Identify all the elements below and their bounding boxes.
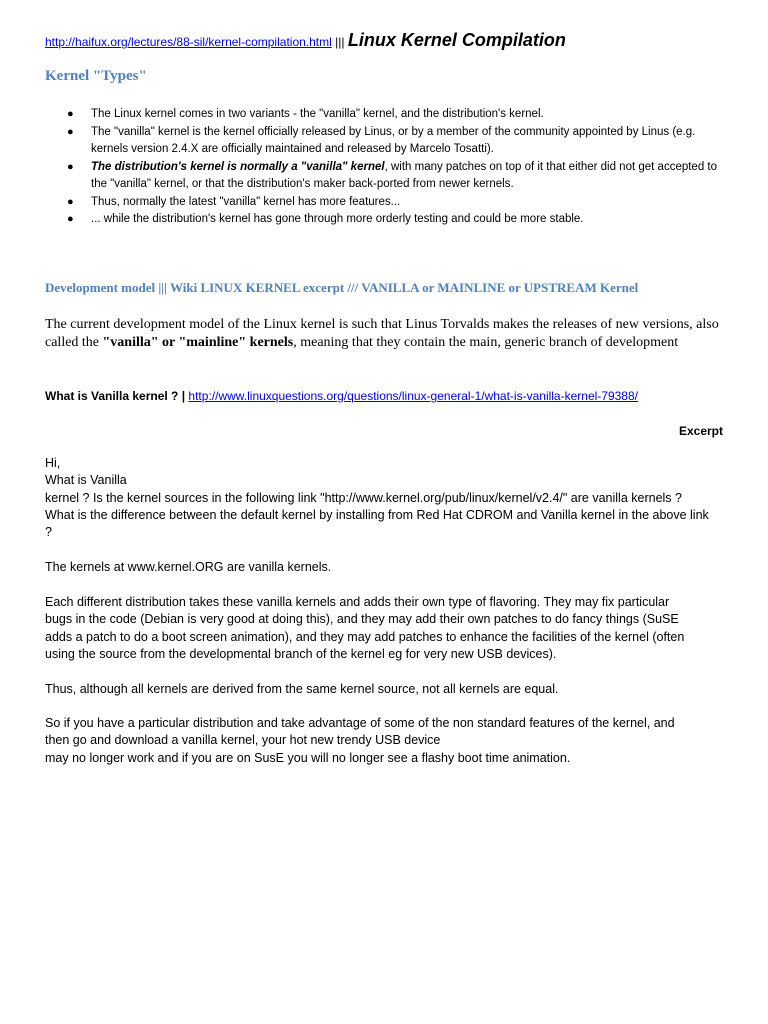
bullet-icon: ● bbox=[67, 195, 74, 208]
bullet-icon: ● bbox=[67, 125, 74, 138]
header-separator: ||| bbox=[335, 35, 345, 49]
bullet-icon: ● bbox=[67, 160, 74, 173]
forum-line: What is the difference between the default kernel by installing from Red Hat CDROM and Vanilla kernel in the above link bbox=[45, 507, 709, 522]
forum-answer-paragraph-4 bbox=[45, 715, 725, 767]
forum-answer-paragraph-3 bbox=[45, 681, 725, 698]
forum-answer-paragraph-1 bbox=[45, 559, 725, 576]
section-heading-development-model: Development model ||| Wiki LINUX KERNEL excerpt /// VANILLA or MAINLINE or UPSTREAM Kernel bbox=[45, 280, 639, 295]
forum-line: Each different distribution takes these vanilla kernels and adds their own type of flavoring. They may fix particular bbox=[45, 595, 670, 609]
vanilla-question-line bbox=[45, 389, 638, 403]
para-text-pre: The current development model of the Linux kernel is such that Linus Torvalds makes the releases of new versions, also called the bbox=[45, 317, 719, 350]
source-link-haifux[interactable]: http://haifux.org/lectures/88-sil/kernel-compilation.html bbox=[45, 35, 332, 49]
forum-line: Thus, although all kernels are derived from the same kernel source, not all kernels are equal. bbox=[45, 682, 559, 696]
para-text-bold: "vanilla" or "mainline" kernels bbox=[102, 335, 294, 350]
forum-line: So if you have a particular distribution and take advantage of some of the non standard features of the kernel, and bbox=[45, 716, 675, 730]
page-title: Linux Kernel Compilation bbox=[347, 30, 566, 50]
list-item bbox=[45, 194, 735, 212]
section-heading-kernel-types: Kernel "Types" bbox=[45, 68, 147, 84]
excerpt-label: Excerpt bbox=[678, 424, 723, 438]
development-model-paragraph bbox=[45, 316, 735, 352]
forum-line: ? bbox=[45, 525, 52, 540]
para-text-post: , meaning that they contain the main, generic branch of development bbox=[293, 335, 679, 350]
bullet-icon: ● bbox=[67, 213, 74, 225]
forum-line: bugs in the code (Debian is very good at doing this), and they may add their own patches to do fancy things (SuSE bbox=[45, 612, 679, 627]
forum-line: adds a patch to do a boot screen animation), and they may add patches to enhance the facilities of the kernel (often bbox=[45, 629, 685, 644]
list-item bbox=[45, 211, 735, 229]
question-label: What is Vanilla kernel ? | bbox=[45, 389, 186, 403]
forum-answer-paragraph-2 bbox=[45, 594, 725, 663]
kernel-types-bullet-list bbox=[45, 106, 735, 229]
list-item bbox=[45, 106, 735, 124]
bullet-text: The "vanilla" kernel is the kernel officially released by Linus, or by a member of the community appointed by Linus (e.g. kernels version 2.4.X are officially maintained and released by Marcelo Tosatti). bbox=[91, 125, 696, 155]
bullet-text: ... while the distribution's kernel has gone through more orderly testing and could be more stable. bbox=[91, 213, 584, 225]
forum-line: kernel ? Is the kernel sources in the following link "http://www.kernel.org/pub/linux/kernel/v2.4/" are vanilla kernels ? bbox=[45, 490, 682, 505]
list-item bbox=[45, 124, 735, 159]
forum-line: What is Vanilla bbox=[45, 473, 127, 488]
forum-question-block bbox=[45, 455, 725, 541]
forum-line: The kernels at www.kernel.ORG are vanilla kernels. bbox=[45, 560, 332, 574]
forum-line: may no longer work and if you are on SusE you will no longer see a flashy boot time animation. bbox=[45, 750, 571, 765]
forum-line: using the source from the developmental branch of the kernel eg for very new USB devices). bbox=[45, 646, 557, 661]
bullet-emphasis: The distribution's kernel is normally a "vanilla" kernel bbox=[91, 160, 385, 173]
header-line bbox=[45, 30, 566, 51]
forum-line: then go and download a vanilla kernel, your hot new trendy USB device bbox=[45, 733, 441, 748]
linuxquestions-link[interactable]: http://www.linuxquestions.org/questions/linux-general-1/what-is-vanilla-kernel-79388/ bbox=[188, 389, 638, 403]
list-item bbox=[45, 159, 735, 194]
bullet-icon: ● bbox=[67, 108, 74, 120]
bullet-text: The Linux kernel comes in two variants - the "vanilla" kernel, and the distribution's kernel. bbox=[91, 108, 544, 120]
bullet-text: Thus, normally the latest "vanilla" kernel has more features... bbox=[91, 195, 401, 208]
forum-line: Hi, bbox=[45, 456, 61, 470]
bullet-text: , with many patches on top of it that either did not get accepted to the "vanilla" kernel, or that the distribution's maker back-ported from newer kernels. bbox=[91, 160, 718, 190]
